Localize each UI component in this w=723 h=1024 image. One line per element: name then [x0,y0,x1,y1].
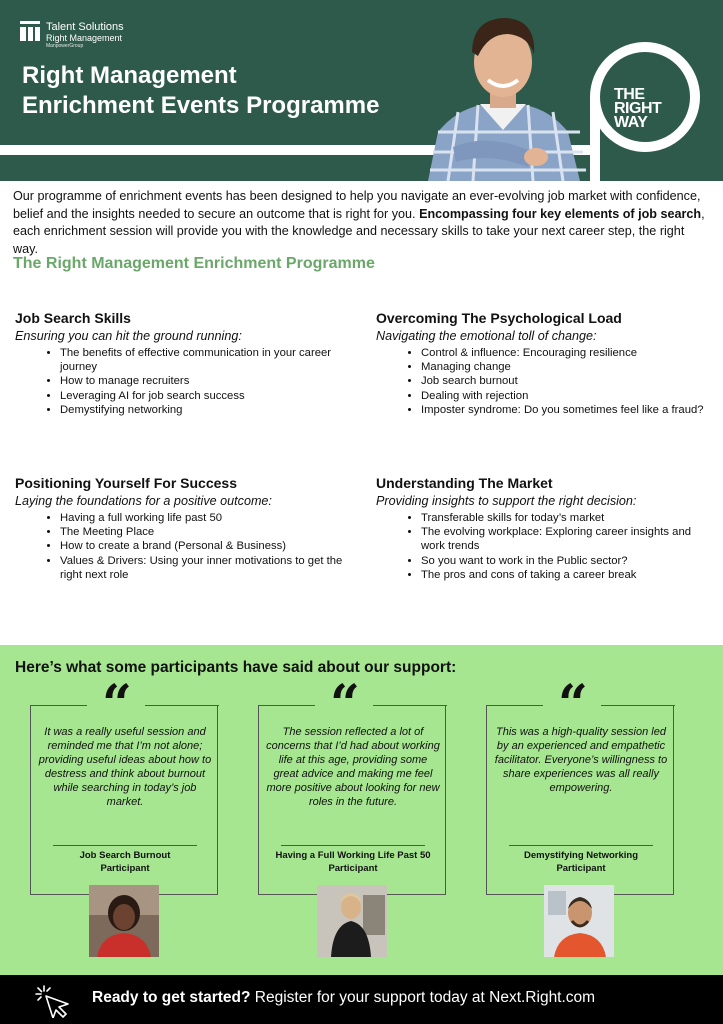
list-item: • Having a full working life past 50 [60,511,345,525]
participant-label: Participant [328,863,378,874]
list-item: • Demystifying networking [60,403,345,417]
participant-label: Participant [100,863,150,874]
intro-bold-text: Encompassing four key elements of job search [419,206,702,221]
module-title: Job Search Skills [15,310,131,326]
testimonial-participant [491,849,671,875]
list-item: • Managing change [421,360,706,374]
testimonials-heading: Here’s what some participants have said about our support: [15,659,457,676]
logo-line2: RIGHT [614,100,662,117]
participant-session: Job Search Burnout [79,850,171,861]
module-positioning-yourself [15,475,345,582]
brand-logo [20,21,124,50]
cta-link-text[interactable]: Register for your support today at Next.Right.com [250,989,596,1006]
module-title: Overcoming The Psychological Load [376,310,622,326]
testimonial-quote: The session reflected a lot of concerns that I’d had about working life at this age, providing some great advice and making me feel more positive about looking for new roles in the future. [266,726,440,808]
testimonial-quote: It was a really useful session and reminded me that I’m not alone; providing useful ideas about how to destress and think about burnout while searching in today’s job market. [38,726,212,808]
module-subtitle: Navigating the emotional toll of change: [376,329,597,343]
list-item: • How to manage recruiters [60,374,345,388]
brand-line2: Right Management [46,33,123,43]
quote-mark-icon: “ [558,674,588,735]
list-item: • Leveraging AI for job search success [60,389,345,403]
testimonial-card-3 [486,674,674,895]
page-title [22,61,379,121]
participant-3-photo [544,885,614,957]
page-title-line1: Right Management [22,62,237,89]
the-right-way-logo [614,88,661,130]
list-item: • How to create a brand (Personal & Business) [60,539,345,553]
participant-1-photo [89,885,159,957]
module-understanding-market [376,475,706,582]
participant-2-photo [317,885,387,957]
intro-text-2: , each enrichment session will provide you with the knowledge and necessary skills to take your next career step, the right way. [13,206,705,256]
list-item: • So you want to work in the Public sector? [421,554,706,568]
module-psychological-load [376,310,706,417]
participant-label: Participant [556,863,606,874]
cta-text [92,988,595,1008]
hero-banner [0,0,723,181]
quote-mark-icon: “ [330,674,360,735]
intro-paragraph [13,188,711,258]
brand-line3: ManpowerGroup [46,43,84,49]
footer-cta-bar [0,975,723,1024]
intro-text-1: Our programme of enrichment events has been designed to help you navigate an ever-evolving job market with confidence, belief and the insights needed to secure an outcome that is right for you. [13,189,701,221]
cta-bold: Ready to get started? [92,989,251,1006]
testimonial-participant [35,849,215,875]
list-item: • Job search burnout [421,374,706,388]
testimonial-quote: This was a high-quality session led by an experienced and empathetic facilitator. Everyone’s willingness to share experiences was all really empowering. [494,726,668,794]
list-item: • Dealing with rejection [421,389,706,403]
testimonial-participant [263,849,443,875]
cursor-click-icon [32,982,72,1018]
programme-title: The Right Management Enrichment Programme [13,255,375,272]
logo-line1: THE [614,86,645,103]
participant-session: Having a Full Working Life Past 50 [275,850,431,861]
page-title-line2: Enrichment Events Programme [22,92,380,119]
module-subtitle: Laying the foundations for a positive outcome: [15,494,272,508]
list-item: • Transferable skills for today’s market [421,511,706,525]
module-subtitle: Ensuring you can hit the ground running: [15,329,242,343]
module-title: Understanding The Market [376,475,553,491]
list-item: • The evolving workplace: Exploring career insights and work trends [421,525,706,553]
quote-mark-icon: “ [102,674,132,735]
list-item: • Imposter syndrome: Do you sometimes feel like a fraud? [421,403,706,417]
list-item: • The benefits of effective communication in your career journey [60,346,345,374]
list-item: • The Meeting Place [60,525,345,539]
module-title: Positioning Yourself For Success [15,475,237,491]
list-item: • Control & influence: Encouraging resilience [421,346,706,360]
testimonial-card-2 [258,674,446,895]
testimonials-section [0,645,723,975]
testimonial-card-1 [30,674,218,895]
the-right-way-ring-tail [590,97,600,181]
participant-session: Demystifying Networking [523,850,639,861]
logo-line3: WAY [614,114,648,131]
smiling-man-photo [418,12,588,181]
list-item: • Values & Drivers: Using your inner motivations to get the right next role [60,554,345,582]
module-subtitle: Providing insights to support the right decision: [376,494,637,508]
list-item: • The pros and cons of taking a career break [421,568,706,582]
module-job-search-skills [15,310,345,417]
talent-solutions-icon [20,21,40,41]
brand-line1: Talent Solutions [46,21,124,33]
